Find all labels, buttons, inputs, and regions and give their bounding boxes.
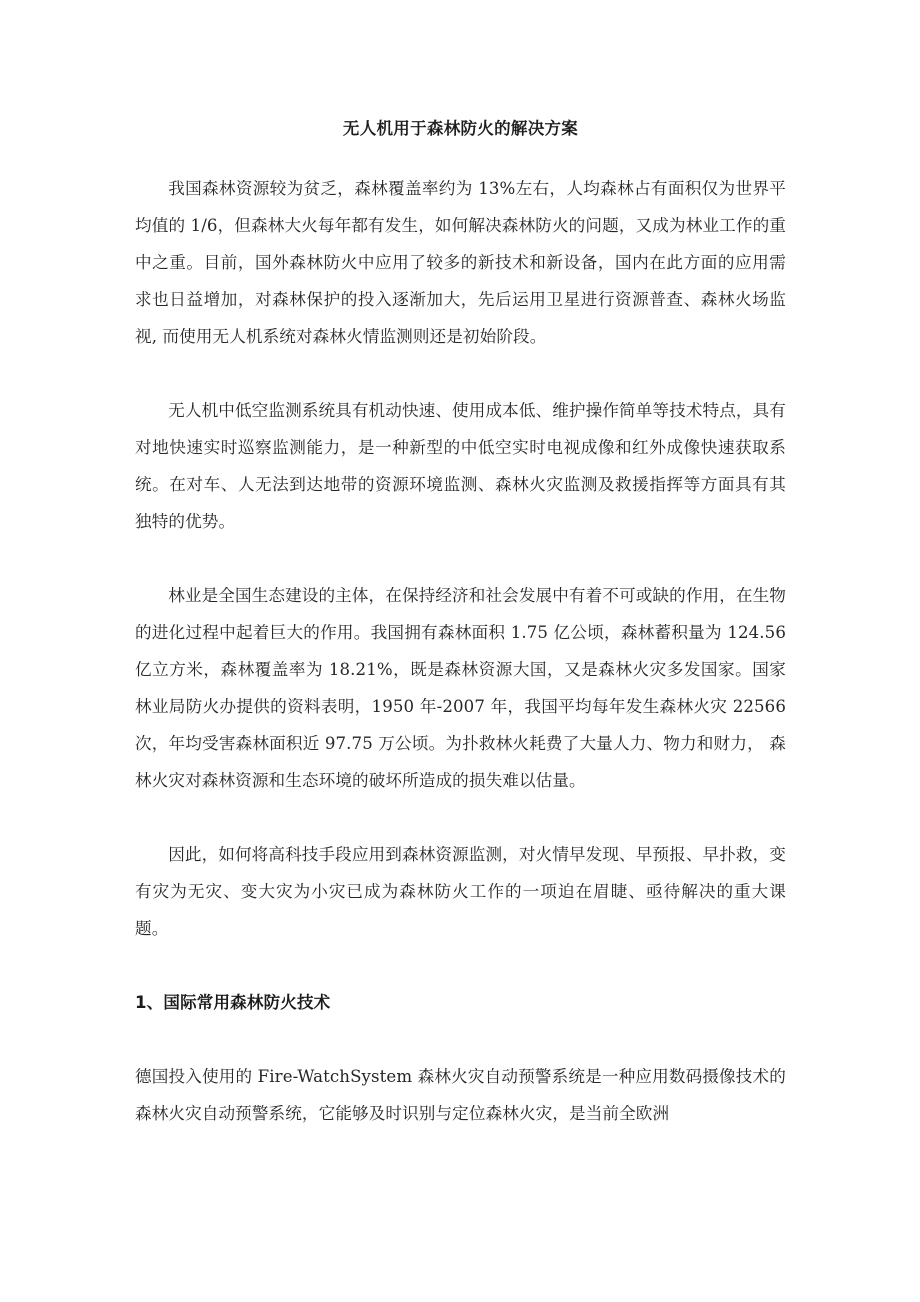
spacer-after-heading <box>135 1021 786 1058</box>
paragraph-spacer-2 <box>135 540 786 577</box>
paragraph-1: 我国森林资源较为贫乏，森林覆盖率约为 13%左右，人均森林占有面积仅为世界平均值的 1/6，但森林大火每年都有发生，如何解决森林防火的问题，又成为林业工作的重中之重。目前，国外森林防火中应用了较多的新技术和新设备，国内在此方面的应用需求也日益增加，对森林保护的投入逐渐加大，先后运用卫星进行资源普查、森林火场监视, 而使用无人机系统对森林火情监测则还是初始阶段。 <box>135 179 786 346</box>
document-body <box>135 0 786 1132</box>
spacer-after-title <box>135 147 786 170</box>
paragraph-5: 德国投入使用的 Fire-WatchSystem 森林火灾自动预警系统是一种应用数码摄像技术的森林火灾自动预警系统，它能够及时识别与定位森林火灾，是当前全欧洲 <box>135 1067 786 1123</box>
paragraph-3: 林业是全国生态建设的主体，在保持经济和社会发展中有着不可或缺的作用，在生物的进化过程中起着巨大的作用。我国拥有森林面积 1.75 亿公顷，森林蓄积量为 124.56 亿立方米，森林覆盖率为 18.21%，既是森林资源大国，又是森林火灾多发国家。国家林业局防火办提供的资料表明，1950 年-2007 年，我国平均每年发生森林火灾 22566 次，年均受害森林面积近 97.75 万公顷。为扑救林火耗费了大量人力、物力和财力， 森林火灾对森林资源和生态环境的破坏所造成的损失难以估量。 <box>135 586 786 790</box>
paragraph-2: 无人机中低空监测系统具有机动快速、使用成本低、维护操作简单等技术特点，具有对地快速实时巡察监测能力，是一种新型的中低空实时电视成像和红外成像快速获取系统。在对车、人无法到达地带的资源环境监测、森林火灾监测及救援指挥等方面具有其独特的优势。 <box>135 401 786 531</box>
paragraph-4: 因此，如何将高科技手段应用到森林资源监测，对火情早发现、早预报、早扑救，变有灾为无灾、变大灾为小灾已成为森林防火工作的一项迫在眉睫、亟待解决的重大课题。 <box>135 845 786 938</box>
section-heading-1: 1、国际常用森林防火技术 <box>135 993 331 1012</box>
paragraph-spacer-3 <box>135 799 786 836</box>
paragraph-spacer-1 <box>135 355 786 392</box>
paragraph-spacer-4 <box>135 947 786 984</box>
page-title: 无人机用于森林防火的解决方案 <box>342 119 579 138</box>
